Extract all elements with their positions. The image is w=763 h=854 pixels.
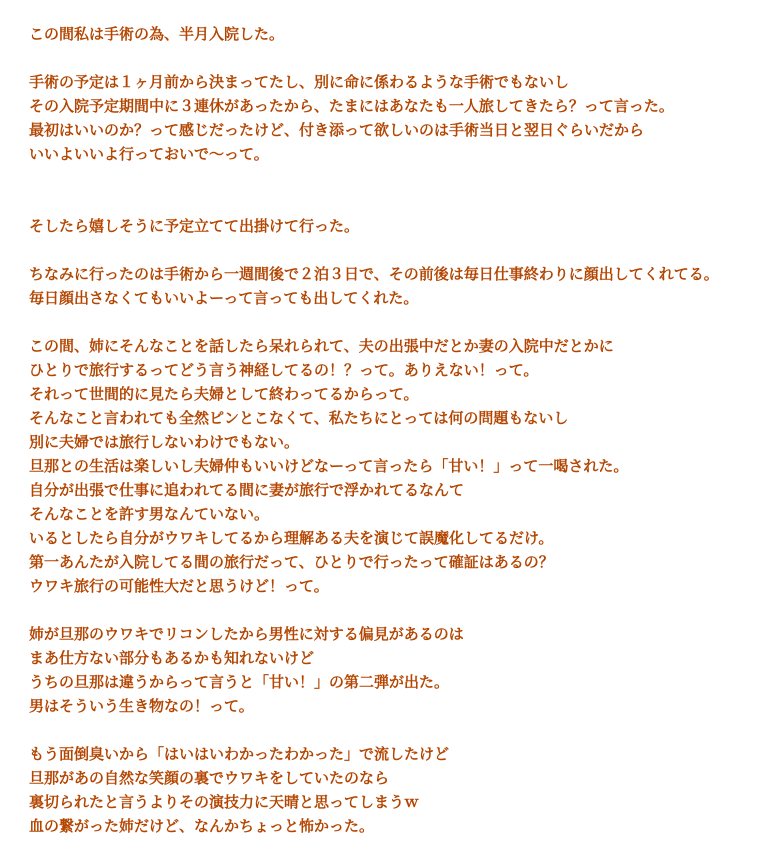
- text-line: そんなこと言われても全然ピンとこなくて、私たちにとっては何の問題もないし: [29, 409, 569, 427]
- paragraph-spacer: [29, 166, 759, 190]
- text-line: 旦那があの自然な笑顔の裏でウワキをしていたのなら: [29, 769, 390, 787]
- paragraph-7: [29, 742, 759, 838]
- text-line: その入院予定期間中に３連休があったから、たまにはあなたも一人旅してきたら？って言った。: [29, 97, 674, 115]
- paragraph-2: [29, 70, 759, 166]
- text-line: もう面倒臭いから「はいはいわかったわかった」で流したけど: [29, 745, 450, 763]
- text-line: 別に夫婦では旅行しないわけでもない。: [29, 433, 300, 451]
- text-line: そしたら嬉しそうに予定立てて出掛けて行った。: [29, 217, 360, 235]
- text-line: この間私は手術の為、半月入院した。: [29, 25, 285, 43]
- paragraph-spacer: [29, 718, 759, 742]
- text-line: ひとりで旅行するってどう言う神経してるの！？って。ありえない！って。: [29, 361, 539, 379]
- text-line: 裏切られたと言うよりその演技力に天晴と思ってしまうｗ: [29, 793, 420, 811]
- paragraph-spacer: [29, 238, 759, 262]
- text-line: 旦那との生活は楽しいし夫婦仲もいいけどなーって言ったら「甘い！」って一喝された。: [29, 457, 629, 475]
- text-line: 手術の予定は１ヶ月前から決まってたし、別に命に係わるような手術でもないし: [29, 73, 570, 91]
- text-line: いるとしたら自分がウワキしてるから理解ある夫を演じて誤魔化してるだけ。: [29, 529, 554, 547]
- text-line: ちなみに行ったのは手術から一週間後で２泊３日で、その前後は毎日仕事終わりに顔出してくれてる。: [29, 265, 719, 283]
- text-line: 血の繋がった姉だけど、なんかちょっと怖かった。: [29, 817, 375, 835]
- text-line: この間、姉にそんなことを話したら呆れられて、夫の出張中だとか妻の入院中だとかに: [29, 337, 614, 355]
- text-line: 毎日顔出さなくてもいいよーって言っても出してくれた。: [29, 289, 419, 307]
- paragraph-spacer: [29, 46, 759, 70]
- paragraph-6: [29, 622, 759, 718]
- blog-post-body: [29, 22, 759, 838]
- text-line: 男はそういう生き物なの！って。: [29, 697, 254, 715]
- paragraph-spacer: [29, 598, 759, 622]
- text-line: まあ仕方ない部分もあるかも知れないけど: [29, 649, 315, 667]
- text-line: 最初はいいのか？って感じだったけど、付き添って欲しいのは手術当日と翌日ぐらいだから: [29, 121, 645, 139]
- text-line: いいよいいよ行っておいで〜って。: [29, 145, 269, 163]
- text-line: 姉が旦那のウワキでリコンしたから男性に対する偏見があるのは: [29, 625, 464, 643]
- paragraph-4: [29, 262, 759, 310]
- paragraph-spacer: [29, 310, 759, 334]
- text-line: それって世間的に見たら夫婦として終わってるからって。: [29, 385, 419, 403]
- paragraph-3: [29, 214, 759, 238]
- text-line: 第一あんたが入院してる間の旅行だって、ひとりで行ったって確証はあるの？: [29, 553, 554, 571]
- text-line: そんなことを許す男なんていない。: [29, 505, 270, 523]
- text-line: 自分が出張で仕事に追われてる間に妻が旅行で浮かれてるなんて: [29, 481, 465, 499]
- text-line: ウワキ旅行の可能性大だと思うけど！って。: [29, 577, 329, 595]
- paragraph-1: [29, 22, 759, 46]
- paragraph-spacer: [29, 190, 759, 214]
- text-line: うちの旦那は違うからって言うと「甘い！」の第二弾が出た。: [29, 673, 450, 691]
- paragraph-5: [29, 334, 759, 598]
